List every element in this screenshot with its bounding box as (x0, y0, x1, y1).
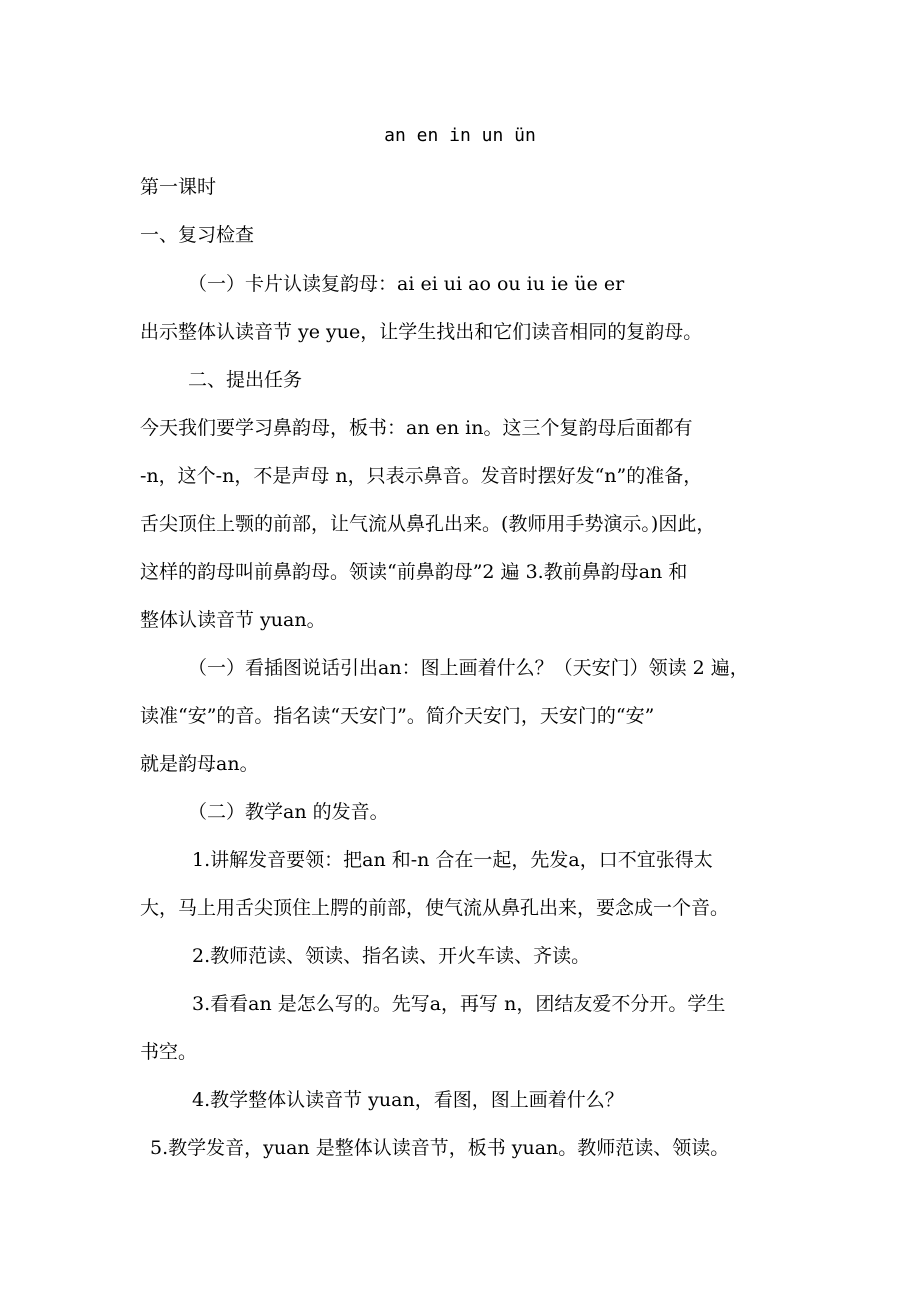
paragraph-line: 读准“安”的音。指名读“天安门”。简介天安门，天安门的“安” (140, 705, 655, 727)
paragraph-line: （一）看插图说话引出an：图上画着什么？（天安门）领读 2 遍， (188, 657, 749, 679)
section-heading-task: 二、提出任务 (188, 369, 303, 391)
paragraph-line: 今天我们要学习鼻韵母，板书：an en in。这三个复韵母后面都有 (140, 417, 693, 439)
section-heading-review: 一、复习检查 (140, 224, 255, 246)
paragraph-line: 这样的韵母叫前鼻韵母。领读“前鼻韵母”2 遍 3.教前鼻韵母an 和 (140, 561, 688, 583)
paragraph-line: 舌尖顶住上颚的前部，让气流从鼻孔出来。(教师用手势演示。)因此， (140, 513, 716, 535)
paragraph-line: （一）卡片认读复韵母：ai ei ui ao ou iu ie üe er (188, 273, 625, 295)
paragraph-line: 出示整体认读音节 ye yue，让学生找出和它们读音相同的复韵母。 (140, 321, 703, 343)
subsection-heading: （二）教学an 的发音。 (188, 801, 389, 823)
paragraph-line: -n，这个-n，不是声母 n，只表示鼻音。发音时摆好发“n”的准备， (140, 465, 703, 487)
list-item: 2.教师范读、领读、指名读、开火车读、齐读。 (192, 945, 591, 967)
lesson-heading: 第一课时 (140, 176, 217, 198)
list-item: 5.教学发音，yuan 是整体认读音节，板书 yuan。教师范读、领读。 (150, 1137, 730, 1159)
paragraph-line: 书空。 (140, 1041, 198, 1063)
paragraph-line: 就是韵母an。 (140, 753, 259, 775)
paragraph-line: 整体认读音节 yuan。 (140, 609, 326, 631)
list-item: 1.讲解发音要领：把an 和-n 合在一起，先发a，口不宜张得太 (192, 849, 713, 871)
paragraph-line: 大，马上用舌尖顶住上腭的前部，使气流从鼻孔出来，要念成一个音。 (140, 897, 730, 919)
document-title: an en in un ün (384, 125, 536, 146)
list-item: 4.教学整体认读音节 yuan，看图，图上画着什么？ (192, 1089, 624, 1111)
list-item: 3.看看an 是怎么写的。先写a，再写 n，团结友爱不分开。学生 (192, 993, 726, 1015)
